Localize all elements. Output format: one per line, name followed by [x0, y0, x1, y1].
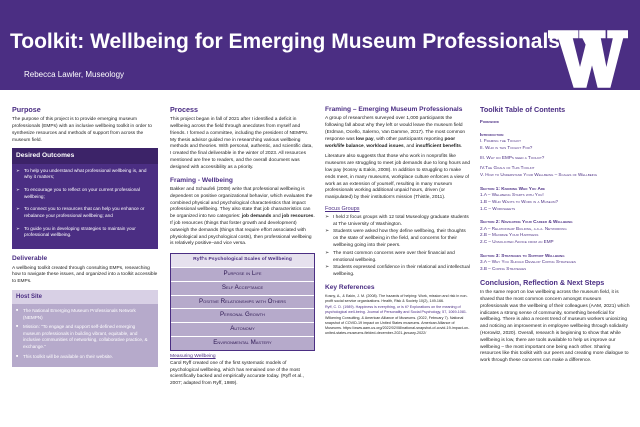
process-text: This project began in fall of 2021 after I identified a deficit in wellbeing across the field through anecdotes from myself and friends. I formed a committee, including the president of NEMPN. My thesis advisor guided me in researching various wellbeing methods and theories. With personal, authentic, and scientific data, I created the final deliverable in the winter of 2023. All resources mentioned are free to readers, and the overall document was designed with accessibility as a priority. — [170, 117, 313, 170]
measuring-heading: Measuring Wellbeing — [170, 353, 216, 359]
outcomes-heading: Desired Outcomes — [12, 148, 158, 163]
list-item: ➢ To encourage you to reflect on your current professional wellbeing; — [16, 187, 154, 200]
toc-section-heading: Section 3: Strategies to Support Wellbeing — [480, 253, 565, 259]
column-2 — [170, 105, 315, 423]
toc-gap — [480, 212, 630, 215]
measuring-text: Carol Ryff created one of the first systematic models of psychological wellbeing, which has remained one of the most scientifically backed and empirically accurate today. (Ryff et al., 2007; adapted from Ryff, 1989). — [170, 360, 304, 387]
purpose-text: The purpose of this project is to provide emerging museum professionals (EMPs) with an inclusive wellbeing toolkit in order to synthesize resources and methods of support from across the museum field. — [12, 117, 152, 143]
text-run-bold: job demands — [241, 214, 272, 220]
toc-item: 2.C – Unsolicited Advice from an EMP — [480, 239, 554, 245]
conclusion-heading: Conclusion, Reflection & Next Steps — [480, 278, 605, 288]
ryff-scales-table — [170, 253, 315, 351]
reference-item: Ryff, C. D. (1989). Happiness is everything, or is it? Explorations on the meaning of psychological well-being. Journal of Personality and Social Psychology, 57, 1069-1081. — [325, 305, 467, 315]
references-list — [325, 294, 471, 336]
list-item: ➢ The most common concerns were over their financial and emotional wellbeing. — [325, 251, 471, 265]
toc-list — [480, 118, 630, 273]
toc-item: I. Framing the Toolkit — [480, 138, 521, 144]
toc-item: 3.A – Why You Should Develop Coping Strategies — [480, 259, 576, 265]
poster-title: Toolkit: Wellbeing for Emerging Museum Professionals — [10, 30, 560, 53]
reference-item: Wilkening Consulting, & American Alliance of Museums. (2022, February 7). National snapshot of COVID-19 impact on United States museums. American Alliance of Museums. https://www.aam-us.org/2022/02/08/national-snapshot-of-covid-19-impact-on-united-states-museums-fielded-december-2021-january-2022/ — [325, 316, 470, 336]
column-4 — [480, 105, 630, 423]
toc-item: 2.A – Relationship Building, a.k.a. Networking — [480, 225, 567, 231]
toc-item: 1.B – Who Wants to Work in a Museum? — [480, 198, 558, 204]
desired-outcomes-box — [12, 148, 158, 249]
text-run: A group of researchers surveyed over 1,000 participants the following fall about why they left or would leave the museum field (Erdman, Ocello, Salerno, Van Damme, 2017). The most common response was — [325, 116, 466, 142]
toc-gap — [480, 179, 630, 182]
ryff-table-title: Ryff's Psychological Scales of Wellbeing — [171, 254, 314, 267]
text-run-bold: low pay — [355, 136, 374, 142]
text-run-bold: insufficient benefits — [415, 143, 461, 149]
focus-groups-list — [325, 215, 471, 279]
ryff-row: Self Acceptance — [171, 281, 314, 295]
list-item: ➢ To connect you to resources that can help you enhance or rebalance your professional wellbeing; and — [16, 206, 154, 219]
list-item: ➢ I held 2 focus groups with 12 total Museology graduate students at The University of Washington. — [325, 215, 471, 229]
host-heading: Host Site — [12, 290, 158, 305]
list-item: ➢ To help you understand what professional wellbeing is, and why it matters; — [16, 168, 154, 181]
ryff-row: Personal Growth — [171, 308, 314, 322]
toc-item: 2.B – Maximize Your Happiness — [480, 232, 539, 238]
deliverable-heading: Deliverable — [12, 255, 48, 263]
host-site-box — [12, 290, 158, 367]
host-list — [12, 304, 158, 367]
toc-item: IV.The Goals of This Toolkit — [480, 164, 535, 170]
toc-item: III. Why do EMPs need a Toolkit? — [480, 155, 545, 161]
toc-heading: Toolkit Table of Contents — [480, 105, 566, 114]
ryff-row: Environmental Mastery — [171, 336, 314, 350]
ryff-row: Positive Relationships with Others — [171, 295, 314, 309]
text-run: . If job resources (things that foster growth and development) outweigh the demands (things that require effort associated with physiological and psychological costs), then professional wellbeing is relatively positive–and vice versa. — [170, 214, 315, 247]
outcomes-list — [12, 164, 158, 249]
text-run: , and — [403, 143, 416, 149]
toc-gap — [480, 246, 630, 249]
text-run: and — [271, 214, 282, 220]
literature-text: Literature also suggests that those who work in nonprofits like museums are struggling to meet job demands due to long hours and low pay (Kosny & Eakin, 2008). In addition to struggling to make ends meet, in many museums, workplace culture enforces a view of work as an extension of yourself, resulting in many museum professionals working additional unpaid hours, driven (or manipulated) by their institution's mission (Thistle, 2011). — [325, 154, 471, 201]
conclusion-text: In the same report on low wellbeing across the museum field, it is shared that the most common concern amongst museum professionals was the wellbeing of their colleagues (AAM, 2021) which indicates a strong sense of community, something beneficial for wellbeing. There is also a recent trend of museum workers unionizing and noticing an improvement in employee wellbeing through solidarity (Horowitz, 2020). Overall, research is beginning to show that while wellbeing is low, there are tools available to help us improve our wellbeing – the most important one being each other. Sharing resources like this toolkit with our peers and creating more dialogue to work through these concerns can make a difference. — [480, 290, 630, 364]
toc-section-heading: Foreword — [480, 119, 499, 125]
text-run: . — [460, 143, 463, 149]
text-run-bold: poor work/life balance — [325, 136, 456, 149]
poster-author: Rebecca Lawler, Museology — [24, 70, 125, 79]
toc-item: II. Who is this Toolkit For? — [480, 145, 533, 151]
list-item: ■ This toolkit will be available on their website. — [16, 354, 154, 361]
framing-emp-text — [325, 116, 471, 150]
poster-header — [0, 0, 640, 90]
deliverable-text: A wellbeing toolkit created through consulting EMPs, researching how to navigate these issues, and organized into a toolkit accessible to EMPs. — [12, 265, 158, 285]
process-heading: Process — [170, 105, 198, 114]
framing-wellbeing-heading: Framing - Wellbeing — [170, 176, 233, 184]
ryff-row: Purpose in Life — [171, 267, 314, 281]
uw-w-logo — [548, 30, 628, 88]
column-1 — [12, 105, 158, 423]
toc-item: 3.B – Coping Strategies — [480, 266, 527, 272]
list-item: ➢ To guide you in developing strategies to maintain your professional wellbeing. — [16, 226, 154, 239]
toc-item: 1.A – Wellbeing Starts with You! — [480, 191, 544, 197]
toc-item: 1.C – Worksheets — [480, 205, 516, 211]
ryff-row: Autonomy — [171, 322, 314, 336]
focus-groups-heading: Focus Groups — [325, 205, 360, 212]
list-item: ■ The National Emerging Museum Professionals Network (NEMPN) — [16, 308, 154, 321]
text-run-bold: workload issues — [366, 143, 404, 149]
toc-section-heading: Introduction — [480, 132, 504, 138]
text-run: Bakker and Schaufeli (2008) write that professional wellbeing is dependent on positive organizational behavior, which evaluates the combined physical and psychological characteristics that impact professional wellbeing. They also state that job characteristics can be organized into two categories: — [170, 186, 313, 220]
toc-item: V. How to Understand Your Wellbeing – Scales of Wellbeing — [480, 171, 598, 177]
reference-item: Kosny, A., & Eakin, J. M. (2008). The hazards of helping: Work, mission and risk in non-profit social service organizations. Health, Risk & Society 10(2), 149-166. — [325, 294, 468, 304]
framing-wellbeing-text — [170, 187, 315, 248]
toc-section-heading: Section 2: Navigating Your Career & Wellbeing — [480, 219, 573, 225]
key-references-heading: Key References — [325, 283, 375, 291]
toc-gap — [480, 125, 630, 128]
list-item: ➢ Students were asked how they define wellbeing, their thoughts on the state of wellbeing in the field, and concerns for their wellbeing going into their peers. — [325, 229, 471, 249]
text-run: , with other participants reporting — [373, 136, 445, 142]
list-item: ➢ Students expressed confidence in their relational and intellectual wellbeing. — [325, 265, 471, 279]
column-3 — [325, 105, 471, 423]
text-run: , — [363, 143, 367, 149]
purpose-heading: Purpose — [12, 105, 41, 114]
toc-section-heading: Section 1: Knowing Who You Are — [480, 185, 546, 191]
text-run-bold: job resources — [282, 214, 314, 220]
list-item: ■ Mission: "To engage and support self-defined emerging museum professionals in building vibrant, equitable, and inclusive communities of networking, collaborative practice, & exchange." — [16, 324, 154, 350]
framing-emp-heading: Framing – Emerging Museum Professionals — [325, 106, 463, 113]
